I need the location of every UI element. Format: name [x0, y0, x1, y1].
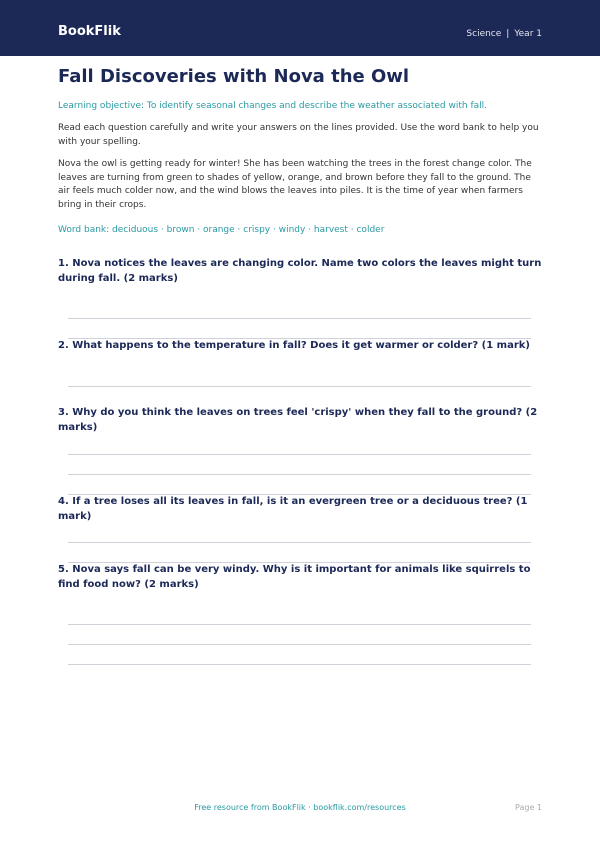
page-header — [0, 0, 600, 56]
answer-line[interactable] — [68, 624, 531, 625]
header-separator: | — [506, 29, 510, 39]
word-bank: Word bank: deciduous · brown · orange · crispy · windy · harvest · colder — [58, 225, 385, 235]
subject-label: Science — [466, 29, 502, 39]
question-text: 1. Nova notices the leaves are changing color. Name two colors the leaves might turn during fall. (2 marks) — [58, 258, 542, 284]
answer-line[interactable] — [68, 644, 531, 645]
level-label: Year 1 — [514, 29, 542, 39]
answer-line[interactable] — [68, 494, 531, 495]
question-text: 2. What happens to the temperature in fall? Does it get warmer or colder? (1 mark) — [58, 340, 530, 351]
page-number: Page 1 — [515, 803, 542, 812]
worksheet-content — [58, 64, 542, 237]
page-title: Fall Discoveries with Nova the Owl — [58, 66, 410, 87]
footer-resource-text: Free resource from BookFlik · bookflik.com/resources — [194, 803, 406, 812]
answer-line[interactable] — [68, 562, 531, 563]
header-meta — [466, 28, 542, 40]
learning-objective: Learning objective: To identify seasonal changes and describe the weather associated with fall. — [58, 101, 487, 111]
question-5 — [58, 562, 542, 592]
question-3 — [58, 405, 548, 435]
question-2 — [58, 338, 542, 353]
answer-line[interactable] — [68, 542, 531, 543]
instructions-text: Read each question carefully and write your answers on the lines provided. Use the word bank to help you with your spelling. — [58, 123, 539, 147]
question-text: 3. Why do you think the leaves on trees feel 'crispy' when they fall to the ground? (2 marks) — [58, 407, 538, 433]
answer-line[interactable] — [68, 318, 531, 319]
answer-line[interactable] — [68, 386, 531, 387]
question-1 — [58, 256, 542, 286]
question-text: 5. Nova says fall can be very windy. Why is it important for animals like squirrels to find food now? (2 marks) — [58, 564, 531, 590]
story-text: Nova the owl is getting ready for winter! She has been watching the trees in the forest change color. The leaves are turning from green to shades of yellow, orange, and brown before they fall to the ground. The air feels much colder now, and the wind blows the leaves into piles. It is the time of year when farmers bring in their crops. — [58, 159, 532, 210]
answer-line[interactable] — [68, 454, 531, 455]
answer-line[interactable] — [68, 664, 531, 665]
answer-line[interactable] — [68, 474, 531, 475]
question-4 — [58, 494, 542, 524]
brand-logo-text: BookFlik — [58, 24, 121, 39]
question-text: 4. If a tree loses all its leaves in fall, is it an evergreen tree or a deciduous tree? (1 mark) — [58, 496, 528, 522]
